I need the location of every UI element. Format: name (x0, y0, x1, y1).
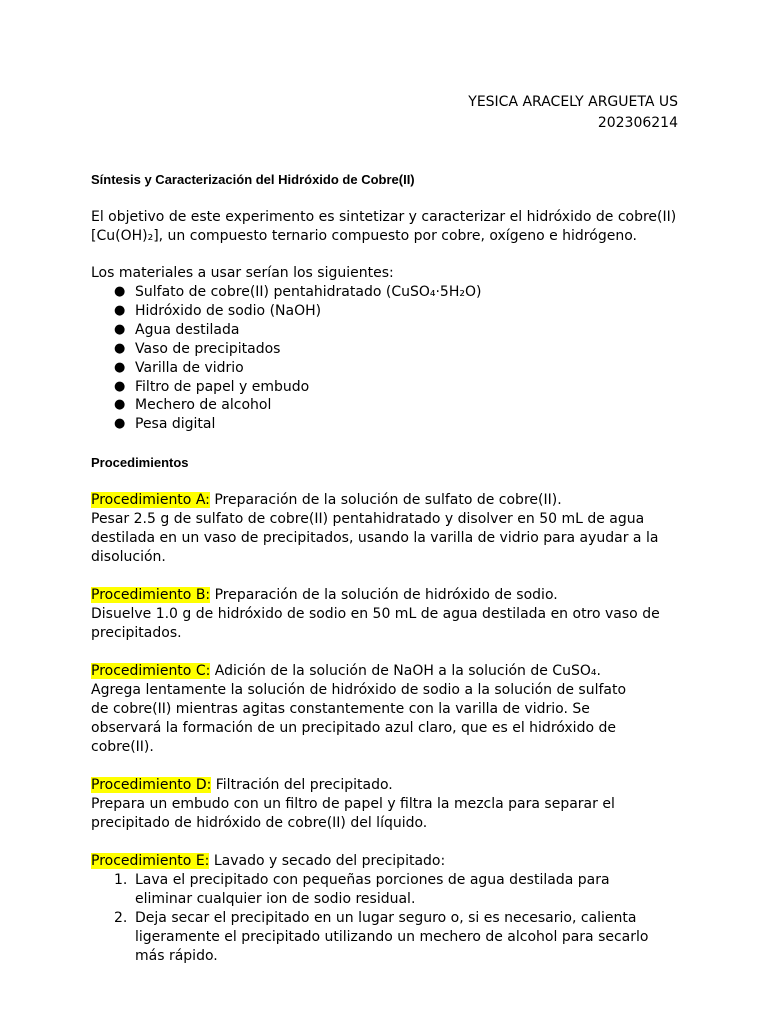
bullet-icon: ● (114, 302, 126, 318)
procedure-e-steps (91, 871, 678, 966)
procedure-c-label: Procedimiento C: (91, 663, 211, 680)
step-line: ligeramente el precipitado utilizando un mechero de alcohol para secarlo (135, 929, 649, 946)
step-line: más rápido. (135, 948, 218, 965)
procedure-d (91, 776, 678, 833)
procedure-a-heading (91, 491, 678, 510)
procedure-e-title: Lavado y secado del precipitado: (209, 853, 446, 870)
step-number: 1. (114, 872, 128, 889)
list-item (114, 340, 678, 359)
material-text: Vaso de precipitados (135, 340, 281, 357)
bullet-icon: ● (114, 378, 126, 394)
procedure-b (91, 586, 678, 643)
objective-line-2: [Cu(OH)₂], un compuesto ternario compuesto por cobre, oxígeno e hidrógeno. (91, 228, 637, 244)
procedure-e-label: Procedimiento E: (91, 853, 210, 870)
materials-list (91, 283, 678, 434)
author-block (91, 92, 678, 134)
procedure-a-line: destilada en un vaso de precipitados, usando la varilla de vidrio para ayudar a la (91, 530, 659, 547)
procedure-a-line: disolución. (91, 549, 166, 566)
materials-intro: Los materiales a usar serían los siguientes: (91, 265, 394, 281)
author-name: YESICA ARACELY ARGUETA US (468, 94, 678, 110)
list-item (114, 378, 678, 397)
procedure-c-line: Agrega lentamente la solución de hidróxido de sodio a la solución de sulfato (91, 682, 627, 699)
list-item (114, 359, 678, 378)
procedure-d-heading (91, 776, 678, 795)
objective-line-1: El objetivo de este experimento es sintetizar y caracterizar el hidróxido de cobre(II) (91, 209, 677, 225)
procedure-a-label: Procedimiento A: (91, 492, 210, 509)
material-text: Filtro de papel y embudo (135, 378, 310, 395)
procedure-c-line: de cobre(II) mientras agitas constantemente con la varilla de vidrio. Se (91, 701, 590, 718)
procedure-c (91, 662, 678, 757)
step-line: Deja secar el precipitado en un lugar seguro o, si es necesario, calienta (135, 910, 637, 927)
procedure-d-line: Prepara un embudo con un filtro de papel y filtra la mezcla para separar el (91, 796, 615, 813)
document-title: Síntesis y Caracterización del Hidróxido de Cobre(II) (91, 172, 415, 187)
bullet-icon: ● (114, 359, 126, 375)
procedure-b-line: precipitados. (91, 625, 182, 642)
procedures-heading: Procedimientos (91, 455, 189, 471)
bullet-icon: ● (114, 340, 126, 356)
bullet-icon: ● (114, 416, 126, 432)
procedure-c-line: observará la formación de un precipitado azul claro, que es el hidróxido de (91, 720, 616, 737)
procedure-c-line: cobre(II). (91, 739, 154, 756)
procedure-e (91, 852, 678, 966)
procedure-e-heading (91, 852, 678, 871)
author-id: 202306214 (597, 115, 678, 131)
step-line: eliminar cualquier ion de sodio residual. (135, 891, 416, 908)
procedure-d-label: Procedimiento D: (91, 777, 212, 794)
material-text: Agua destilada (135, 321, 240, 338)
list-item (114, 909, 678, 966)
procedure-b-line: Disuelve 1.0 g de hidróxido de sodio en 50 mL de agua destilada en otro vaso de (91, 606, 660, 623)
procedure-a (91, 491, 678, 567)
bullet-icon: ● (114, 321, 126, 337)
material-text: Sulfato de cobre(II) pentahidratado (CuSO₄·5H₂O) (135, 284, 482, 300)
objective-paragraph (91, 208, 678, 246)
list-item (114, 396, 678, 415)
procedure-b-heading (91, 586, 678, 605)
procedure-b-title: Preparación de la solución de hidróxido de sodio. (210, 587, 558, 604)
material-text: Varilla de vidrio (135, 359, 244, 376)
list-item (114, 871, 678, 909)
procedure-b-label: Procedimiento B: (91, 587, 211, 604)
procedure-d-line: precipitado de hidróxido de cobre(II) del líquido. (91, 815, 428, 832)
step-line: Lava el precipitado con pequeñas porciones de agua destilada para (135, 872, 610, 889)
material-text: Mechero de alcohol (135, 397, 272, 414)
bullet-icon: ● (114, 284, 126, 299)
procedure-c-title: Adición de la solución de NaOH a la solución de CuSO₄. (210, 663, 601, 680)
material-text: Hidróxido de sodio (NaOH) (135, 302, 322, 319)
procedure-a-title: Preparación de la solución de sulfato de cobre(II). (209, 492, 562, 509)
list-item (114, 321, 678, 340)
step-number: 2. (114, 910, 128, 927)
procedure-d-title: Filtración del precipitado. (211, 777, 393, 794)
list-item (114, 302, 678, 321)
material-text: Pesa digital (135, 416, 216, 433)
bullet-icon: ● (114, 397, 126, 413)
procedure-a-line: Pesar 2.5 g de sulfato de cobre(II) pentahidratado y disolver en 50 mL de agua (91, 511, 645, 528)
list-item (114, 283, 678, 302)
procedure-c-heading (91, 662, 678, 681)
list-item (114, 415, 678, 434)
